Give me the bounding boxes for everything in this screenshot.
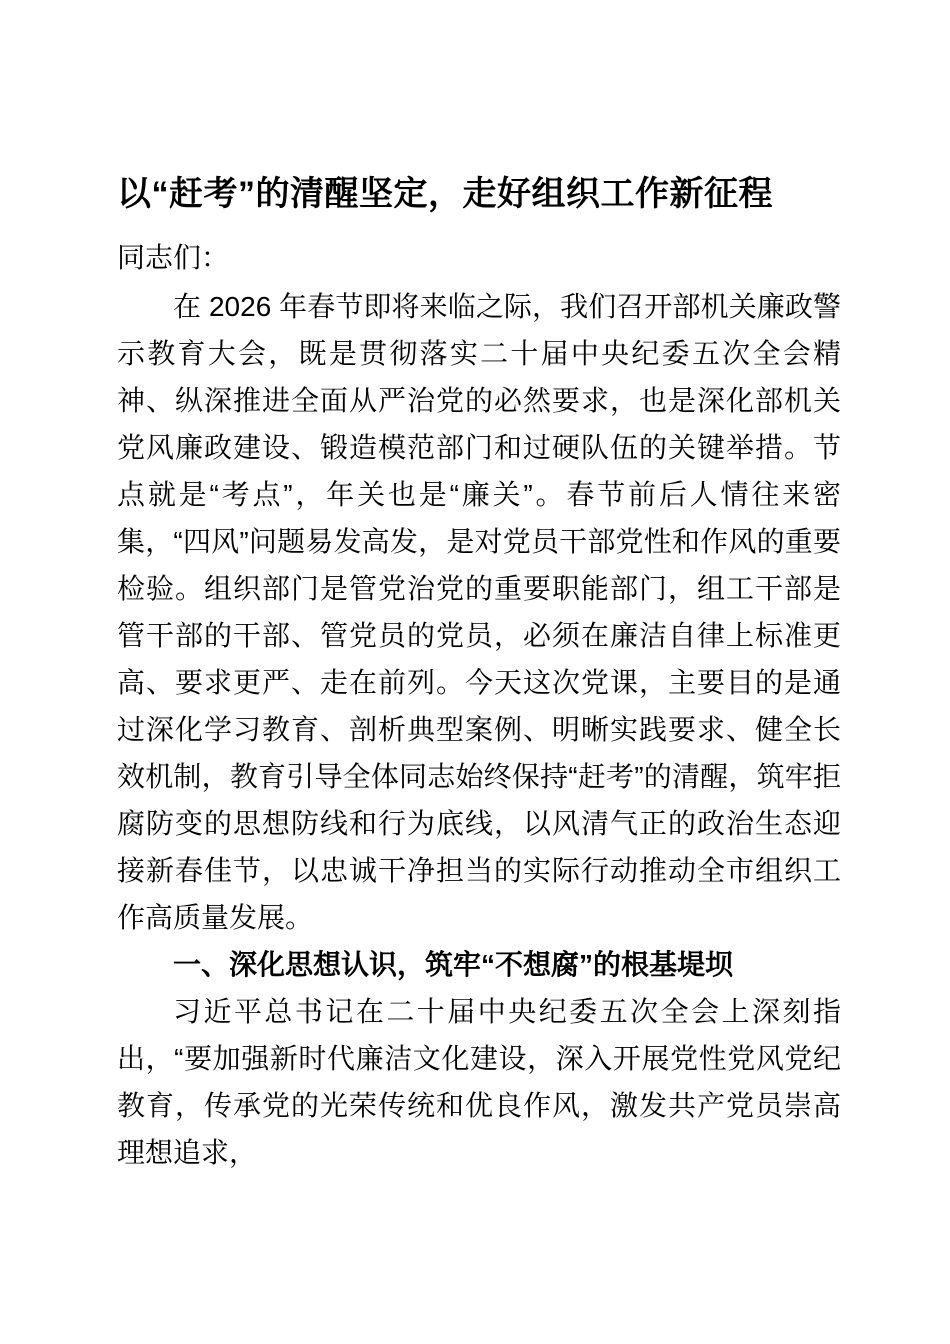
- salutation: 同志们：: [117, 242, 230, 273]
- opening-paragraph: 在 2026 年春节即将来临之际，我们召开部机关廉政警示教育大会，既是贯彻落实二十届中央纪委五次全会精神、纵深推进全面从严治党的必然要求，也是深化部机关党风廉政建设、锻造模范部门和过硬队伍的关键举措。节点就是“考点”，年关也是“廉关”。春节前后人情往来密集，“四风”问题易发高发，是对党员干部党性和作风的重要检验。组织部门是管党治党的重要职能部门，组工干部是管干部的干部、管党员的党员，必须在廉洁自律上标准更高、要求更严、走在前列。今天这次党课，主要目的是通过深化学习教育、剖析典型案例、明晰实践要求、健全长效机制，教育引导全体同志始终保持“赶考”的清醒，筑牢拒腐防变的思想防线和行为底线，以风清气正的政治生态迎接新春佳节，以忠诚干净担当的实际行动推动全市组织工作高质量发展。: [117, 291, 841, 933]
- section-heading-1: 一、深化思想认识，筑牢“不想腐”的根基堤坝: [173, 949, 734, 980]
- page-title: 以“赶考”的清醒坚定，走好组织工作新征程: [117, 175, 773, 213]
- section-1-paragraph: 习近平总书记在二十届中央纪委五次全会上深刻指出，“要加强新时代廉洁文化建设，深入开展党性党风党纪教育，传承党的光荣传统和优良作风，激发共产党员崇高理想追求，: [117, 996, 841, 1168]
- document-body: [117, 168, 841, 1176]
